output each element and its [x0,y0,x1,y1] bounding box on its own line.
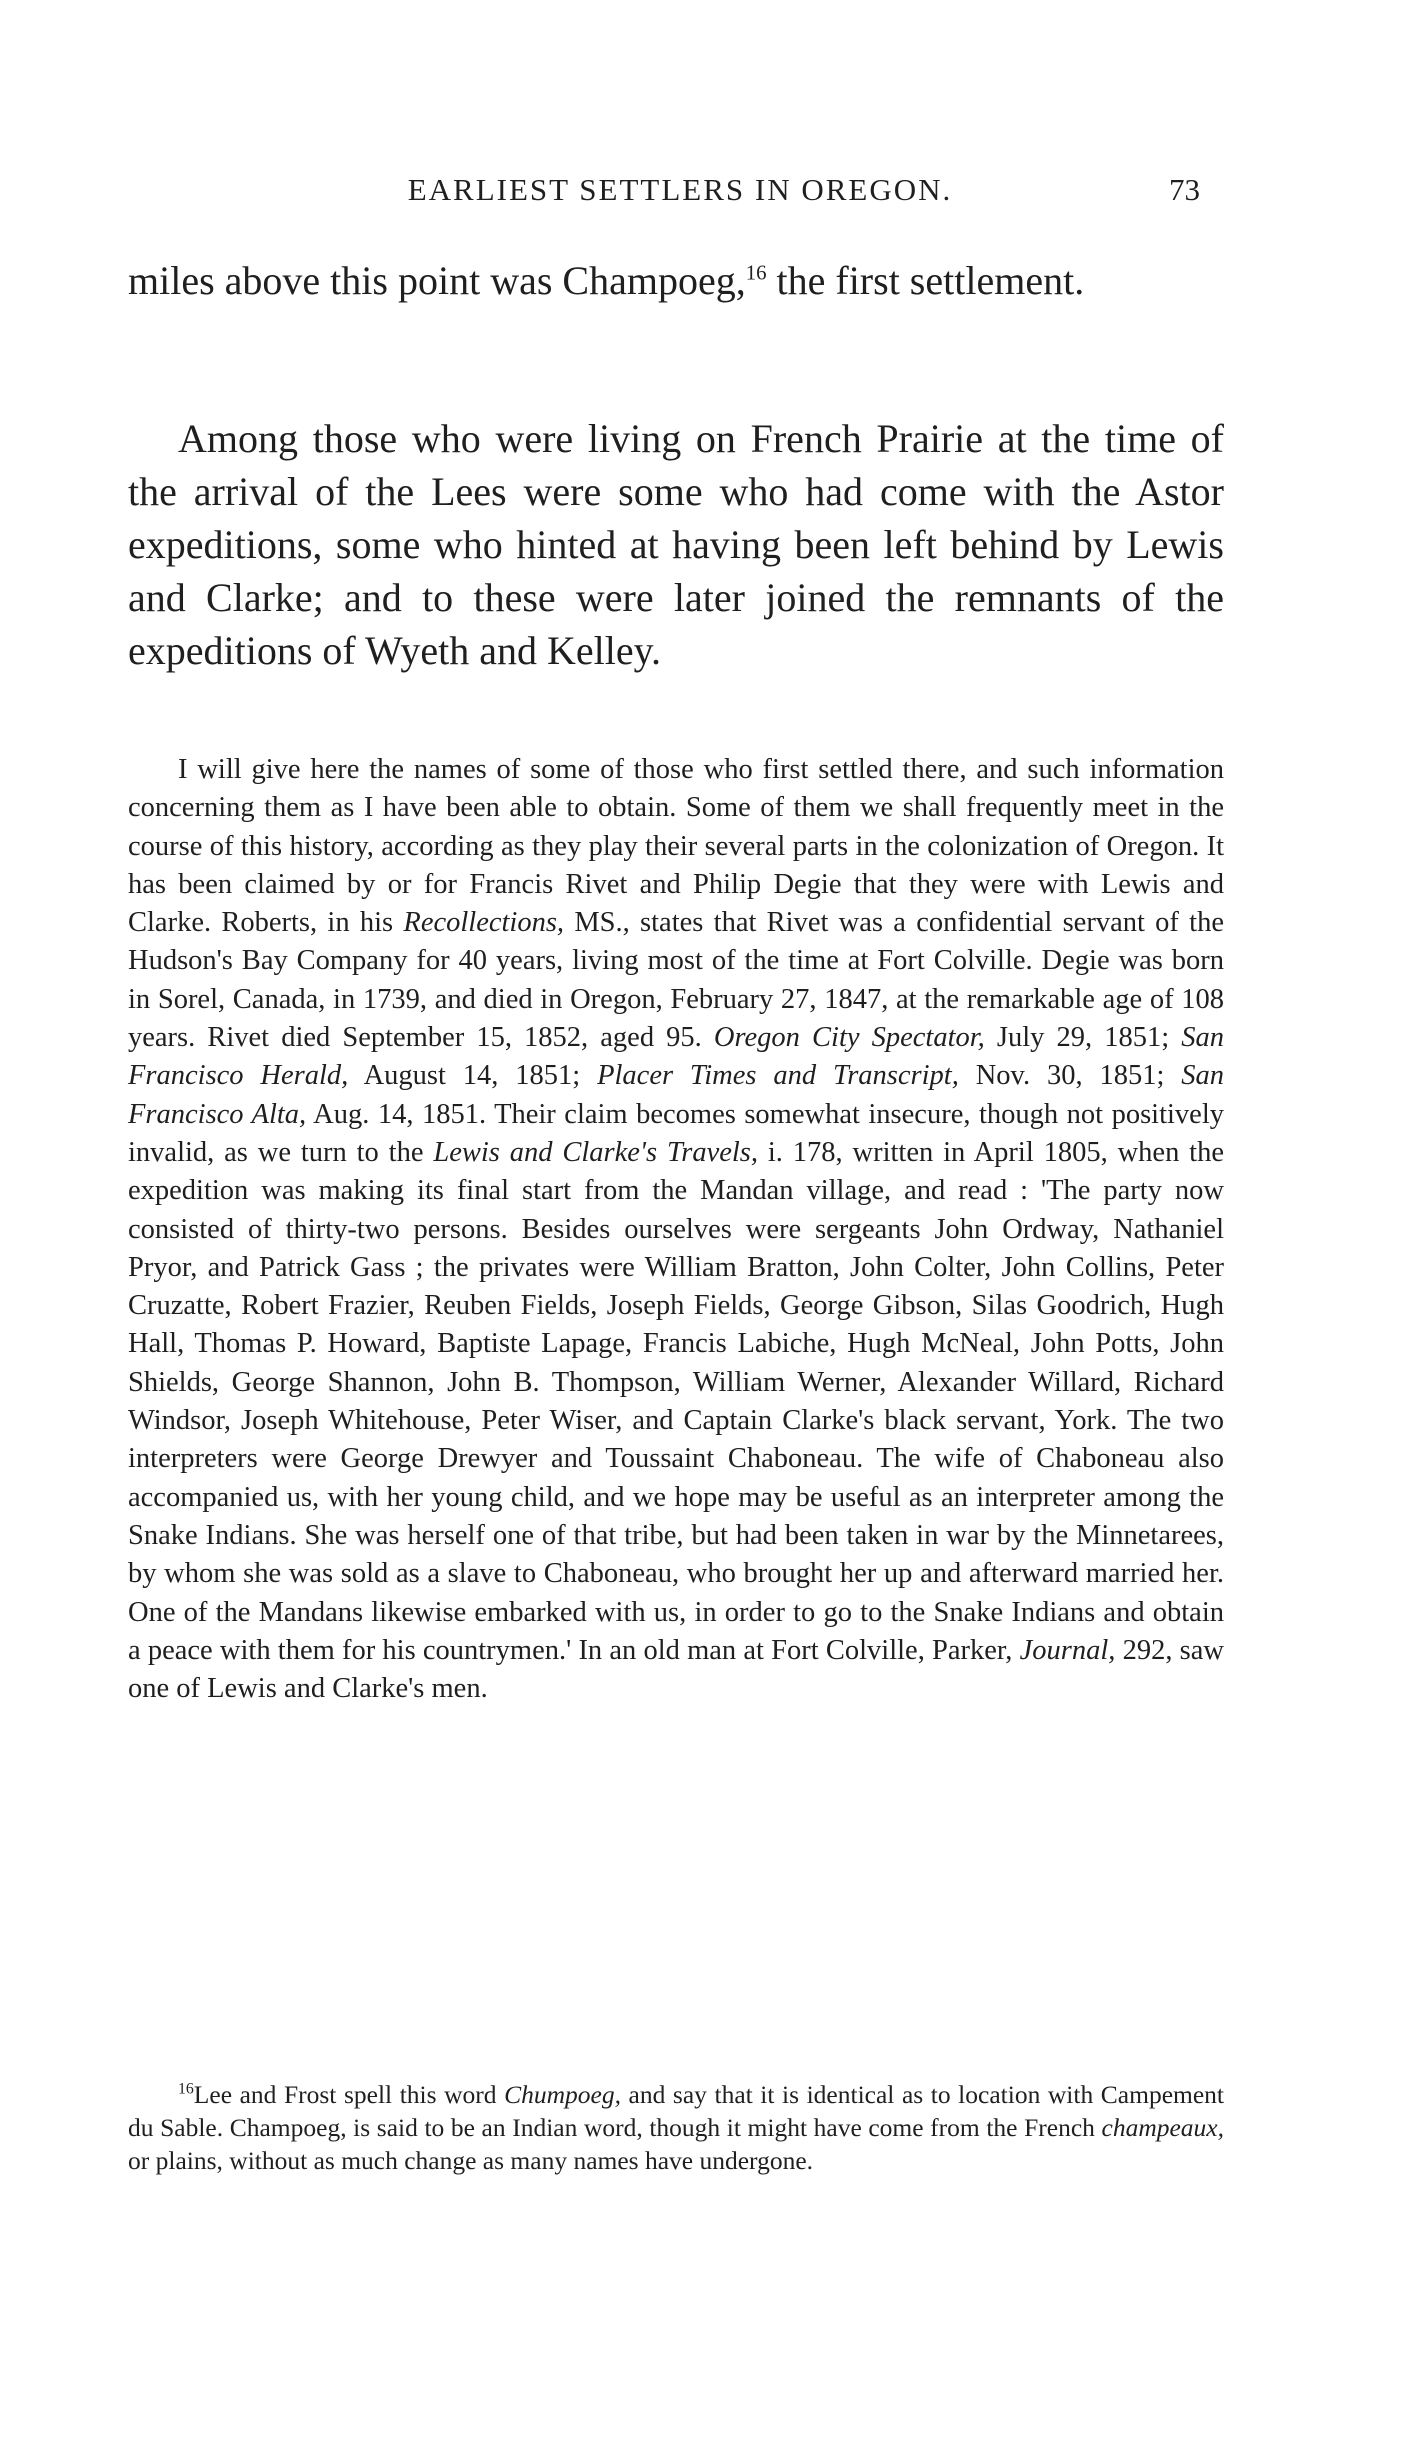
extract-text: i. 178, written in April 1805, when the expedition was making its final start from the Mandan village, and read : 'The party now consisted of thirty-two persons. Besides ourselves were sergeants John Ordway, Nathaniel Pryor, and Patrick Gass ; the privates were William Bratton, John Colter, John Collins, Peter Cruzatte, Robert Frazier, Reuben Fields, Joseph Fields, George Gibson, Silas Goodrich, Hugh Hall, Thomas P. Howard, Baptiste Lapage, Francis Labiche, Hugh McNeal, John Potts, John Shields, George Shannon, John B. Thompson, William Werner, Alexander Willard, Richard Windsor, Joseph Whitehouse, Peter Wiser, and Captain Clarke's black servant, York. The two interpreters were George Drewyer and Toussaint Chaboneau. The wife of Chaboneau also accompanied us, with her young child, and we hope may be useful as an interpreter among the Snake Indians. She was herself one of that tribe, but had been taken in war by the Minnetarees, by whom she was sold as a slave to Chaboneau, who brought her up and afterward married her. One of the Mandans likewise embarked with us, in order to go to the Snake Indians and obtain a peace with them for his countrymen.' In an old man at Fort Colville, Parker, [128,1136,1225,1666]
italic-word: champeaux, [1101,2113,1224,2142]
small-type-extract [128,751,1224,1708]
page-number: 73 [1169,172,1200,207]
footnote [128,2078,1224,2177]
paragraph-text: Among those who were living on French Prairie at the time of the arrival of the Lees were some who had come with the Astor expeditions, some who hinted at having been left behind by Lewis and Clarke; and to these were later joined the remnants of the expeditions of Wyeth and Kelley. [128,416,1224,673]
extract-text: I will give here the names of some of those who first settled there, and such information concerning them as I have been able to obtain. Some of them we shall frequently meet in the course of this history, according as they play their several parts in the colonization of Oregon. It has been claimed by or for Francis Rivet and Philip Degie that they were with Lewis and Clarke. Roberts, in his [128,754,1224,939]
extract-text: MS., states that Rivet was a confidential servant of the Hudson's Bay Company for 40 years, living most of the time at Fort Colville. Degie was born in Sorel, Canada, in 1739, and died in Oregon, February 27, 1847, at the remarkable age of 108 years. Rivet died September 15, 1852, aged 95. [128,907,1224,1054]
paragraph-continuation [128,254,1224,307]
footnote-reference: 16 [745,261,767,285]
italic-title: Placer Times and Transcript, [597,1060,959,1092]
extract-text: 292, saw one of Lewis and Clarke's men. [128,1634,1224,1705]
extract-text: Aug. 14, 1851. Their claim becomes somewhat insecure, though not positively invalid, as we turn to the [128,1098,1224,1168]
footnote-text: or plains, without as much change as many names have undergone. [128,2146,814,2175]
extract-text: July 29, 1851; [984,1022,1182,1054]
italic-title: Journal, [1019,1634,1116,1666]
paragraph-text: miles above this point was Champoeg, [128,258,746,303]
italic-title: San Francisco Herald, [128,1022,1225,1092]
paragraph-settlers [128,412,1224,677]
running-head [160,172,1200,212]
italic-title: Oregon City Spectator, [713,1022,985,1054]
running-title: EARLIEST SETTLERS IN OREGON. [407,172,953,207]
italic-title: San Francisco Alta, [128,1060,1224,1130]
paragraph-text: the first settlement. [766,258,1085,303]
extract-text: Nov. 30, 1851; [958,1060,1182,1092]
footnote-text: and say that it is identical as to location with Campement du Sable. Champoeg, is said to be an Indian word, though it might have come from the French [128,2080,1225,2142]
italic-title: Recollections, [403,907,565,939]
footnote-text: Lee and Frost spell this word [193,2080,505,2109]
italic-title: Lewis and Clarke's Travels, [433,1136,759,1168]
italic-word: Chumpoeg, [504,2080,621,2109]
extract-text: August 14, 1851; [348,1060,598,1092]
footnote-mark: 16 [178,2080,194,2098]
